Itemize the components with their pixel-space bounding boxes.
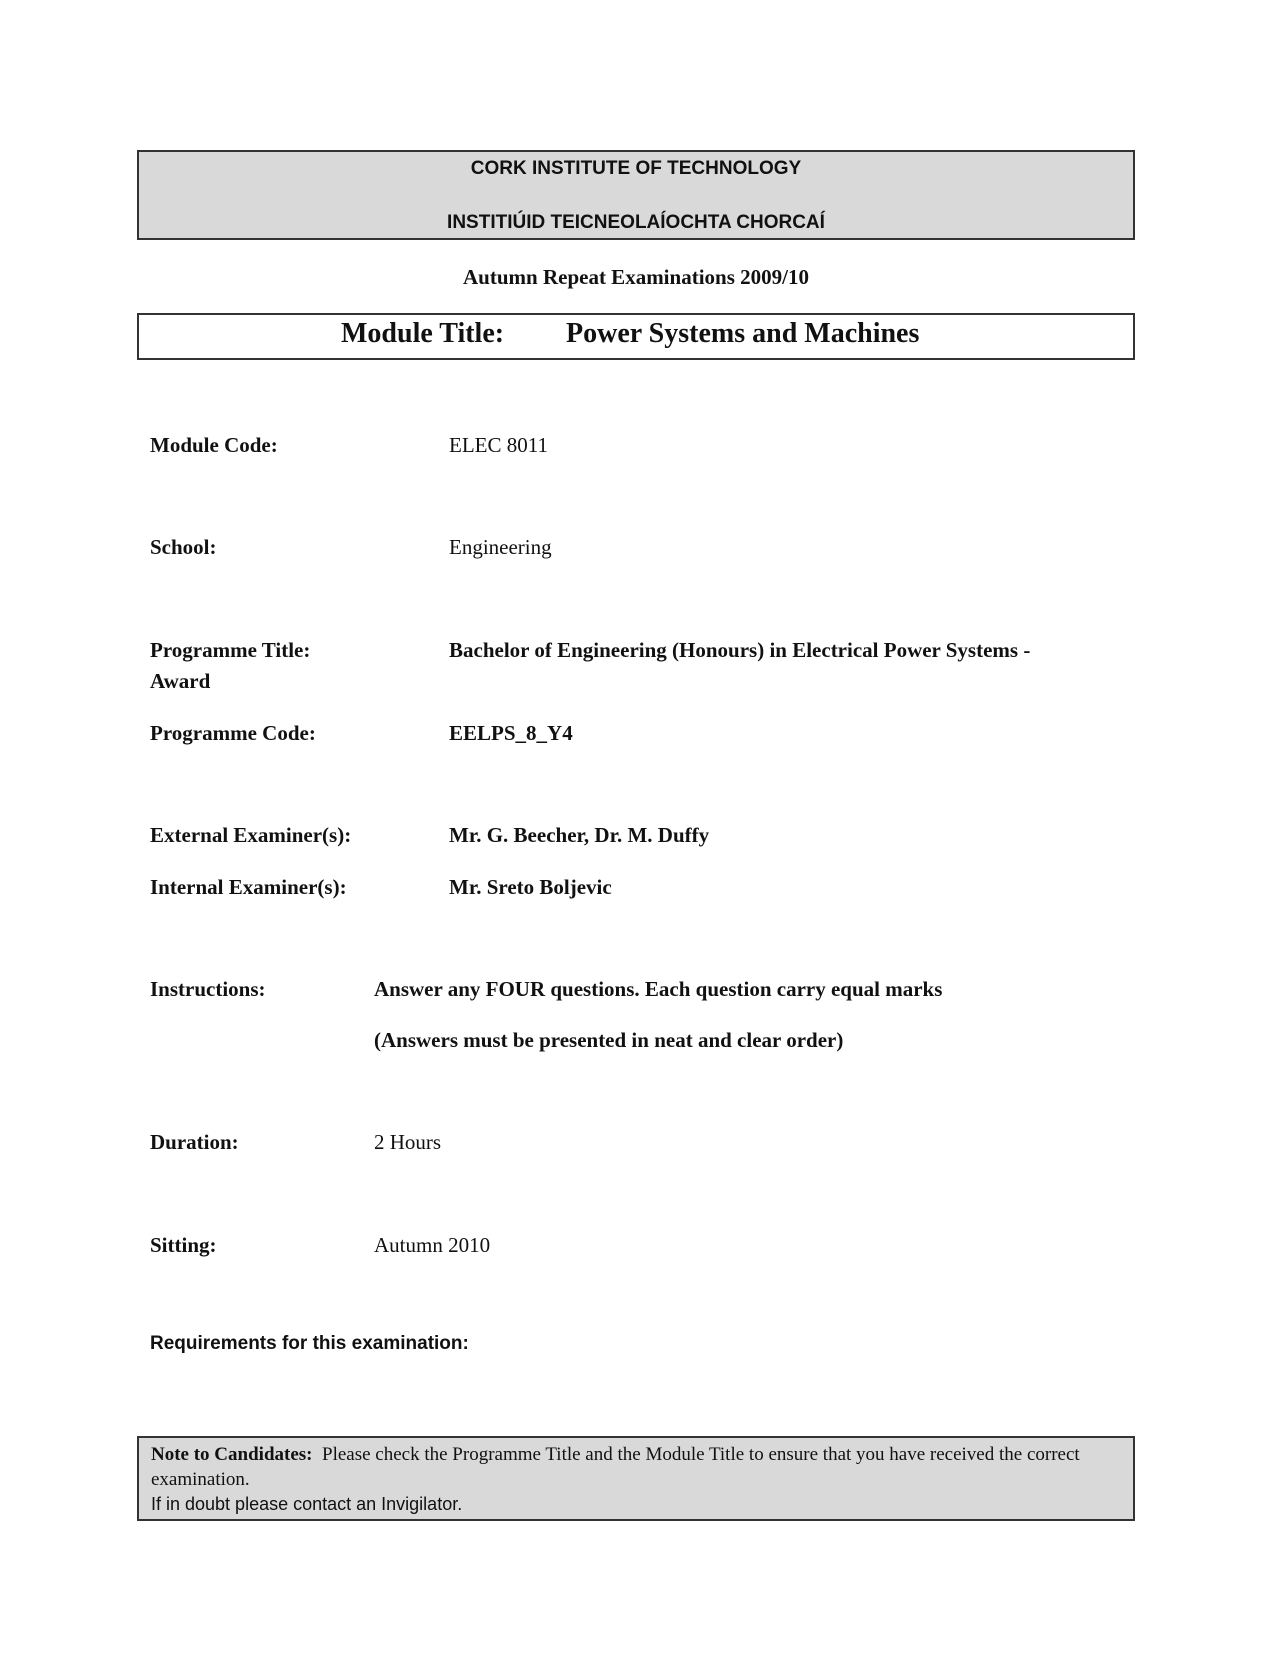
institution-name-irish: INSTITIÚID TEICNEOLAÍOCHTA CHORCAÍ (447, 212, 825, 233)
institution-name-english: CORK INSTITUTE OF TECHNOLOGY (470, 158, 802, 179)
programme-code-value: EELPS_8_Y4 (449, 721, 573, 745)
external-examiners-label: External Examiner(s): (150, 823, 352, 847)
note-to-candidates-box (137, 1436, 1135, 1521)
note-doubt-text: If in doubt please contact an Invigilator. (151, 1494, 463, 1514)
school-value: Engineering (449, 535, 552, 559)
sitting-value: Autumn 2010 (374, 1233, 491, 1257)
duration-label: Duration: (150, 1130, 239, 1154)
external-examiners-value: Mr. G. Beecher, Dr. M. Duffy (449, 823, 710, 847)
instructions-line-2: (Answers must be presented in neat and clear order) (374, 1028, 844, 1052)
duration-value: 2 Hours (374, 1130, 442, 1154)
note-text: Please check the Programme Title and the Module Title to ensure that you have received the correct examination. (151, 1444, 1080, 1490)
instructions-label: Instructions: (150, 977, 266, 1001)
programme-title-label-award: Award (150, 669, 211, 693)
exam-session-title: Autumn Repeat Examinations 2009/10 (463, 265, 809, 289)
requirements-heading: Requirements for this examination: (150, 1333, 469, 1354)
instructions-line-1: Answer any FOUR questions. Each question carry equal marks (374, 977, 943, 1001)
internal-examiners-value: Mr. Sreto Boljevic (449, 875, 612, 899)
programme-title-label: Programme Title: (150, 638, 311, 662)
institution-header (137, 150, 1135, 240)
module-title-label: Module Title: (341, 318, 505, 349)
module-code-label: Module Code: (150, 433, 278, 457)
school-label: School: (150, 535, 217, 559)
note-label: Note to Candidates: (151, 1444, 313, 1465)
module-code-value: ELEC 8011 (449, 433, 548, 457)
module-title-value: Power Systems and Machines (566, 318, 920, 349)
programme-code-label: Programme Code: (150, 721, 316, 745)
sitting-label: Sitting: (150, 1233, 217, 1257)
internal-examiners-label: Internal Examiner(s): (150, 875, 347, 899)
note-body (151, 1442, 1121, 1492)
module-title-box (137, 313, 1135, 360)
programme-title-value: Bachelor of Engineering (Honours) in Electrical Power Systems - (449, 638, 1031, 662)
